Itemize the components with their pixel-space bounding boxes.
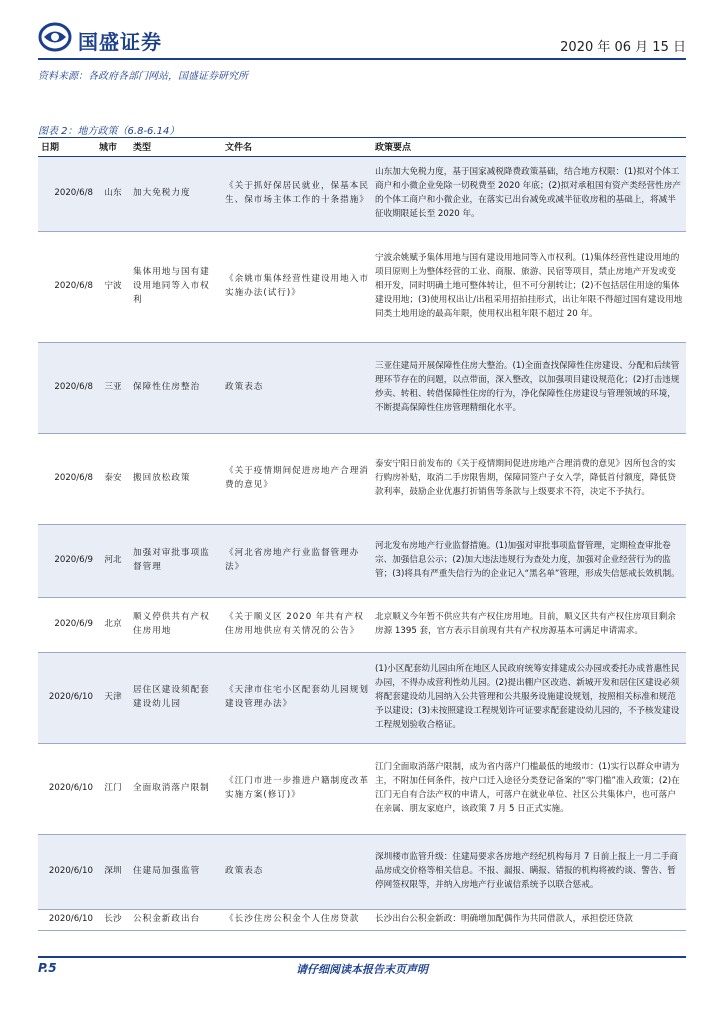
cell-city: 长沙: [96, 910, 130, 931]
cell-city: 泰安: [96, 434, 130, 525]
cell-city: 天津: [96, 653, 130, 744]
cell-date: 2020/6/8: [38, 434, 96, 525]
cell-date: 2020/6/10: [38, 835, 96, 910]
cell-policy-points: 江门全面取消落户限制，成为省内落户门槛最低的地级市：(1)实行以群众申请为主，不附加任何条件，按户口迁入途径分类登记备案的“零门槛”准入政策；(2)在江门无自有合法产权的申请人，可落户在就业单位、社区公共集体户，也可落户在亲属、朋友家庭户，该政策 7 月 5 日正式实施。: [372, 744, 686, 835]
cell-document: 政策表态: [222, 343, 372, 434]
table-row: [38, 525, 686, 598]
cell-policy-points: 三亚住建局开展保障性住房大整治。(1)全面查找保障性住房建设、分配和后续管理环节存在的问题，以点带面，深入整改，以加强项目建设规范化；(2)打击违规炒卖、转租、转借保障性住房的行为，净化保障性住房建设与管理领域的环境，不断提高保障性住房管理精细化水平。: [372, 343, 686, 434]
page-header: [38, 20, 686, 58]
cell-policy-points: 长沙出台公积金新政：明确增加配偶作为共同借款人，承担偿还贷款: [372, 910, 686, 931]
table-row: [38, 157, 686, 232]
column-header-policy-points: 政策要点: [372, 140, 686, 157]
cell-city: 宁波: [96, 232, 130, 343]
cell-date: 2020/6/8: [38, 157, 96, 232]
cell-date: 2020/6/10: [38, 744, 96, 835]
cell-city: 北京: [96, 598, 130, 653]
cell-type: 顺义停供共有产权住房用地: [130, 598, 222, 653]
cell-date: 2020/6/9: [38, 525, 96, 598]
column-header-document: 文件名: [222, 140, 372, 157]
table-row: [38, 910, 686, 931]
cell-document: 《河北省房地产行业监督管理办法》: [222, 525, 372, 598]
footer-disclaimer: 请仔细阅读本报告末页声明: [296, 963, 428, 976]
cell-document: 《关于抓好保居民就业，保基本民生、保市场主体工作的十条措施》: [222, 157, 372, 232]
cell-date: 2020/6/8: [38, 343, 96, 434]
table-row: [38, 835, 686, 910]
page-number: P.5: [38, 961, 57, 975]
cell-document: 《天津市住宅小区配套幼儿园规划建设管理办法》: [222, 653, 372, 744]
table-row: [38, 653, 686, 744]
report-date: 2020 年 06 月 15 日: [560, 40, 686, 55]
figure-divider: [38, 137, 686, 138]
table-row: [38, 434, 686, 525]
cell-policy-points: 北京顺义今年暂不供应共有产权住房用地。目前，顺义区共有产权住房项目剩余房源 1395 套，官方表示目前现有共有产权房源基本可满足申请需求。: [372, 598, 686, 653]
table-header-row: [38, 140, 686, 157]
cell-city: 江门: [96, 744, 130, 835]
table-row: [38, 744, 686, 835]
cell-type: 居住区建设须配套建设幼儿园: [130, 653, 222, 744]
figure-title: 图表 2：地方政策（6.8-6.14）: [38, 126, 180, 137]
cell-type: 住建局加强监管: [130, 835, 222, 910]
cell-policy-points: 泰安宁阳日前发布的《关于疫情期间促进房地产合理消费的意见》因所包含的实行购房补贴，取消二手房限售期，保障同签户子女入学，降低首付额度，降低贷款利率，鼓励企业优惠打折销售等条款与上级要求不符，决定不予执行。: [372, 434, 686, 525]
cell-policy-points: 深圳楼市监管升级：住建局要求各房地产经纪机构每月 7 日前上报上一月二手商品房成交价格等相关信息。不报、漏报、瞒报、错报的机构将被约谈、警告、暂停网签权限等，并纳入房地产行业诚信系统予以联合惩戒。: [372, 835, 686, 910]
cell-date: 2020/6/8: [38, 232, 96, 343]
column-header-city: 城市: [96, 140, 130, 157]
cell-type: 公积金新政出台: [130, 910, 222, 931]
footer-divider: [38, 956, 686, 958]
cell-policy-points: 河北发布房地产行业监督措施。(1)加强对审批事项监督管理，定期检查审批卷宗、加强信息公示；(2)加大违法违规行为查处力度，加强对企业经营行为的监管；(3)将具有严重失信行为的企业记入“黑名单”管理，形成失信惩戒长效机制。: [372, 525, 686, 598]
cell-document: 《关于顺义区 2020 年共有产权住房用地供应有关情况的公告》: [222, 598, 372, 653]
brand-name: 国盛证券: [78, 30, 162, 54]
table-row: [38, 598, 686, 653]
cell-date: 2020/6/10: [38, 653, 96, 744]
cell-date: 2020/6/9: [38, 598, 96, 653]
cell-type: 加强对审批事项监督管理: [130, 525, 222, 598]
cell-type: 保障性住房整治: [130, 343, 222, 434]
local-policy-table: [38, 140, 686, 931]
cell-type: 集体用地与国有建设用地同等入市权利: [130, 232, 222, 343]
source-note: 资料来源：各政府各部门网站，国盛证券研究所: [38, 71, 248, 82]
cell-date: 2020/6/10: [38, 910, 96, 931]
cell-city: 三亚: [96, 343, 130, 434]
table-row: [38, 232, 686, 343]
column-header-type: 类型: [130, 140, 222, 157]
cell-policy-points: 宁波余姚赋予集体用地与国有建设用地同等入市权利。(1)集体经营性建设用地的项目原则上为整体经营的工业、商服、旅游、民宿等项目，禁止房地产开发或变相开发，同时明确土地可整体转让，但不可分割转让；(2)不包括居住用途的集体建设用地；(3)使用权出让/出租采用招拍挂形式，出让年限不得超过国有建设用地同类土地用途的最高年限，使用权出租年限不超过 20 年。: [372, 232, 686, 343]
cell-city: 深圳: [96, 835, 130, 910]
cell-type: 全面取消落户限制: [130, 744, 222, 835]
cell-document: 政策表态: [222, 835, 372, 910]
cell-city: 河北: [96, 525, 130, 598]
cell-document: 《余姚市集体经营性建设用地入市实施办法(试行)》: [222, 232, 372, 343]
cell-city: 山东: [96, 157, 130, 232]
cell-policy-points: (1)小区配套幼儿园由所在地区人民政府统筹安排建成公办园或委托办成普惠性民办园，不得办成营利性幼儿园。(2)提出棚户区改造、新城开发和居住区建设必须将配套建设幼儿园纳入公共管理和公共服务设施建设规划，按照相关标准和规范予以建设；(3)未按照建设工程规划许可证要求配套建设幼儿园的，不予核发建设工程规划验收合格证。: [372, 653, 686, 744]
header-divider: [38, 58, 686, 60]
cell-policy-points: 山东加大免税力度，基于国家减税降费政策基础，结合地方权限：(1)拟对个体工商户和小微企业免除一切税费至 2020 年底；(2)拟对承租国有资产类经营性房产的个体工商户和小微企业，在落实已出台减免或减半征收房租的基础上，将减半征收期限延长至 2020 年。: [372, 157, 686, 232]
cell-type: 搬回放松政策: [130, 434, 222, 525]
table-row: [38, 343, 686, 434]
column-header-date: 日期: [38, 140, 96, 157]
guosheng-logo-icon: [38, 22, 72, 52]
cell-document: 《江门市进一步推进户籍制度改革实施方案(修订)》: [222, 744, 372, 835]
cell-document: 《长沙住房公积金个人住房贷款: [222, 910, 372, 931]
cell-type: 加大免税力度: [130, 157, 222, 232]
cell-document: 《关于疫情期间促进房地产合理消费的意见》: [222, 434, 372, 525]
